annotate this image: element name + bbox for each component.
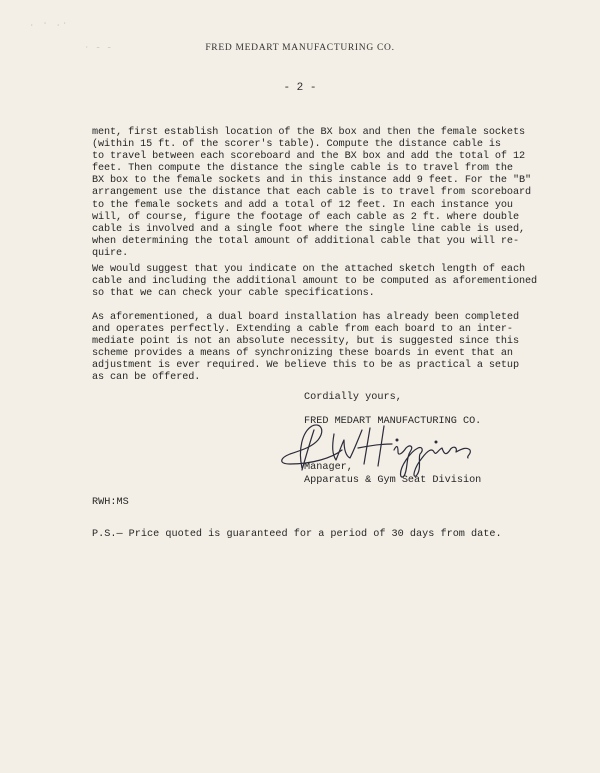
text-line: arrangement use the distance that each cable is to travel from scoreboard <box>92 187 531 199</box>
closing-salutation: Cordially yours, <box>304 392 402 403</box>
text-line: adjustment is ever required. We believe this to be as practical a setup <box>92 360 519 372</box>
letterhead-company: FRED MEDART MANUFACTURING CO. <box>205 43 395 53</box>
body-paragraph-2 <box>92 264 537 300</box>
text-line: will, of course, figure the footage of each cable as 2 ft. where double <box>92 211 519 223</box>
text-line: We would suggest that you indicate on the attached sketch length of each <box>92 264 525 275</box>
typist-initials: RWH:MS <box>92 497 129 508</box>
text-line: and operates perfectly. Extending a cable from each board to an inter- <box>92 324 513 336</box>
text-line: to the female sockets and add a total of 12 feet. In each instance you <box>92 199 513 211</box>
text-line: feet. Then compute the distance the single cable is to travel from the <box>92 163 513 175</box>
text-line: As aforementioned, a dual board installation has already been completed <box>92 312 519 323</box>
body-paragraph-1 <box>92 127 532 260</box>
closing-title-line-1: Manager, <box>304 462 353 473</box>
text-line: when determining the total amount of additional cable that you will re- <box>92 235 519 247</box>
text-line: cable and including the additional amount to be computed as aforementioned <box>92 276 537 288</box>
text-line: quire. <box>92 247 129 259</box>
text-line: (within 15 ft. of the scorer's table). Compute the distance cable is <box>92 139 501 151</box>
text-line: so that we can check your cable specifications. <box>92 288 375 300</box>
text-line: as can be offered. <box>92 372 201 384</box>
paper-speckles: · ʻ ·ʼ <box>30 22 70 29</box>
text-line: to travel between each scoreboard and the BX box and add the total of 12 <box>92 151 525 163</box>
paper-speckles-side: · – – <box>85 44 114 51</box>
text-line: cable is involved and a single foot where the single line cable is used, <box>92 223 525 235</box>
text-line: BX box to the female sockets and in this instance add 9 feet. For the "B" <box>92 175 531 187</box>
postscript: P.S.— Price quoted is guaranteed for a period of 30 days from date. <box>92 529 502 540</box>
page-number: - 2 - <box>283 82 317 94</box>
closing-title-line-2: Apparatus & Gym Seat Division <box>304 475 482 486</box>
text-line: mediate point is not an absolute necessity, but is suggested since this <box>92 336 519 348</box>
text-line: scheme provides a means of synchronizing these boards in event that an <box>92 348 513 360</box>
text-line: ment, first establish location of the BX box and then the female sockets <box>92 127 525 138</box>
body-paragraph-3 <box>92 312 532 385</box>
closing-company: FRED MEDART MANUFACTURING CO. <box>304 416 482 427</box>
